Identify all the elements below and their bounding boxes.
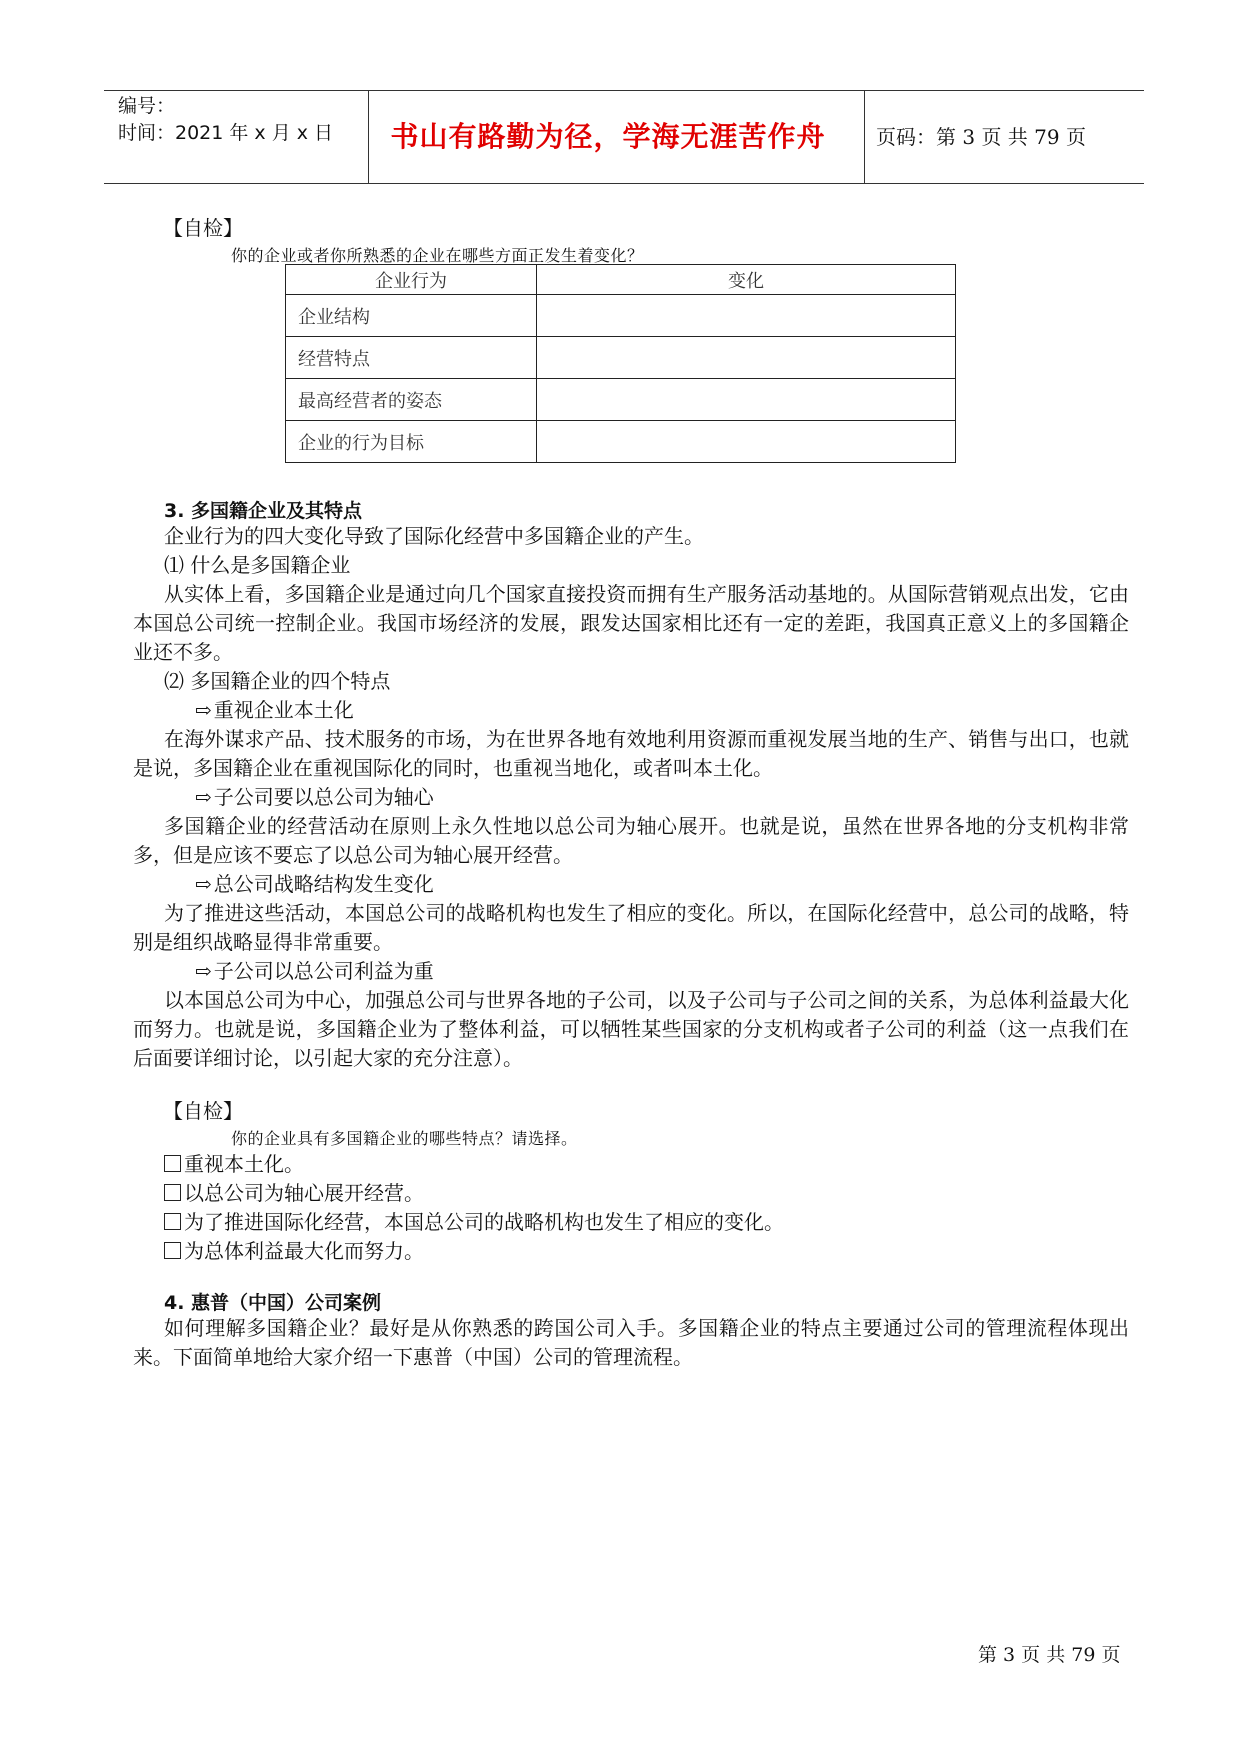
table-cell-behavior: 企业结构 (286, 295, 537, 337)
section-4-text: 如何理解多国籍企业？最好是从你熟悉的跨国公司入手。多国籍企业的特点主要通过公司的管理流程体现出来。下面简单地给大家介绍一下惠普（中国）公司的管理流程。 (133, 1316, 1129, 1369)
subsection-1-text: 从实体上看，多国籍企业是通过向几个国家直接投资而拥有生产服务活动基地的。从国际营销观点出发，它由本国总公司统一控制企业。我国市场经济的发展，跟发达国家相比还有一定的差距，我国真正意义上的多国籍企业还不多。 (133, 582, 1129, 664)
arrow-icon: ⇨ (195, 959, 212, 983)
checkbox-option[interactable]: 重视本土化。 (164, 1150, 1160, 1179)
header-motto: 书山有路勤为径，学海无涯苦作舟 (390, 120, 826, 153)
subsection-1-title: ⑴ 什么是多国籍企业 (164, 553, 351, 577)
header-meta (118, 91, 368, 185)
table-cell-behavior: 最高经营者的姿态 (286, 379, 537, 421)
arrow-icon: ⇨ (195, 785, 212, 809)
page-header (104, 90, 1144, 184)
checkbox-icon[interactable] (164, 1184, 181, 1201)
section-4-heading: 4. 惠普（中国）公司案例 (164, 1292, 382, 1314)
table-row (286, 379, 956, 421)
arrow-icon: ⇨ (195, 698, 212, 722)
table-cell-change[interactable] (537, 295, 956, 337)
table-cell-change[interactable] (537, 337, 956, 379)
header-page-label: 页码：第 3 页 共 79 页 (876, 125, 1086, 149)
table-cell-change[interactable] (537, 379, 956, 421)
point-1-text: 在海外谋求产品、技术服务的市场，为在世界各地有效地利用资源而重视发展当地的生产、销售与出口，也就是说，多国籍企业在重视国际化的同时，也重视当地化，或者叫本土化。 (133, 727, 1129, 780)
table-row (286, 421, 956, 463)
point-4-title: ⇨ 子公司以总公司利益为重 (133, 957, 1129, 986)
point-3-text: 为了推进这些活动，本国总公司的战略机构也发生了相应的变化。所以，在国际化经营中，总公司的战略，特别是组织战略显得非常重要。 (133, 901, 1129, 954)
self-check-title: 【自检】 (163, 216, 243, 240)
table-header-behavior: 企业行为 (286, 265, 537, 295)
checkbox-option[interactable]: 为了推进国际化经营，本国总公司的战略机构也发生了相应的变化。 (164, 1208, 1160, 1237)
table-header-change: 变化 (537, 265, 956, 295)
header-number: 编号： (118, 95, 176, 117)
point-2-title: ⇨ 子公司要以总公司为轴心 (133, 783, 1129, 812)
point-3-title: ⇨ 总公司战略结构发生变化 (133, 870, 1129, 899)
table-row (286, 337, 956, 379)
subsection-2-title: ⑵ 多国籍企业的四个特点 (164, 669, 391, 693)
checkbox-icon[interactable] (164, 1242, 181, 1259)
section-3-intro: 企业行为的四大变化导致了国际化经营中多国籍企业的产生。 (164, 524, 704, 548)
table-cell-behavior: 企业的行为目标 (286, 421, 537, 463)
arrow-icon: ⇨ (195, 872, 212, 896)
self-check-question: 你的企业或者你所熟悉的企业在哪些方面正发生着变化？ (231, 246, 644, 265)
point-4-text: 以本国总公司为中心，加强总公司与世界各地的子公司，以及子公司与子公司之间的关系，为总体利益最大化而努力。也就是说，多国籍企业为了整体利益，可以牺牲某些国家的分支机构或者子公司的利益（这一点我们在后面要详细讨论，以引起大家的充分注意）。 (133, 988, 1129, 1070)
change-table (285, 264, 956, 463)
table-cell-behavior: 经营特点 (286, 337, 537, 379)
point-2-text: 多国籍企业的经营活动在原则上永久性地以总公司为轴心展开。也就是说，虽然在世界各地的分支机构非常多，但是应该不要忘了以总公司为轴心展开经营。 (133, 814, 1129, 867)
header-time: 时间：2021 年 x 月 x 日 (118, 122, 334, 144)
section-3-heading: 3. 多国籍企业及其特点 (164, 500, 363, 522)
page-footer: 第 3 页 共 79 页 (978, 1644, 1121, 1666)
checkbox-icon[interactable] (164, 1213, 181, 1230)
self-check-question: 你的企业具有多国籍企业的哪些特点？请选择。 (231, 1129, 578, 1148)
table-header-row (286, 265, 956, 295)
self-check-title: 【自检】 (163, 1099, 243, 1123)
checkbox-option[interactable]: 为总体利益最大化而努力。 (164, 1237, 1160, 1266)
table-cell-change[interactable] (537, 421, 956, 463)
checkbox-option[interactable]: 以总公司为轴心展开经营。 (164, 1179, 1160, 1208)
table-row (286, 295, 956, 337)
checkbox-icon[interactable] (164, 1155, 181, 1172)
point-1-title: ⇨ 重视企业本土化 (133, 696, 1129, 725)
